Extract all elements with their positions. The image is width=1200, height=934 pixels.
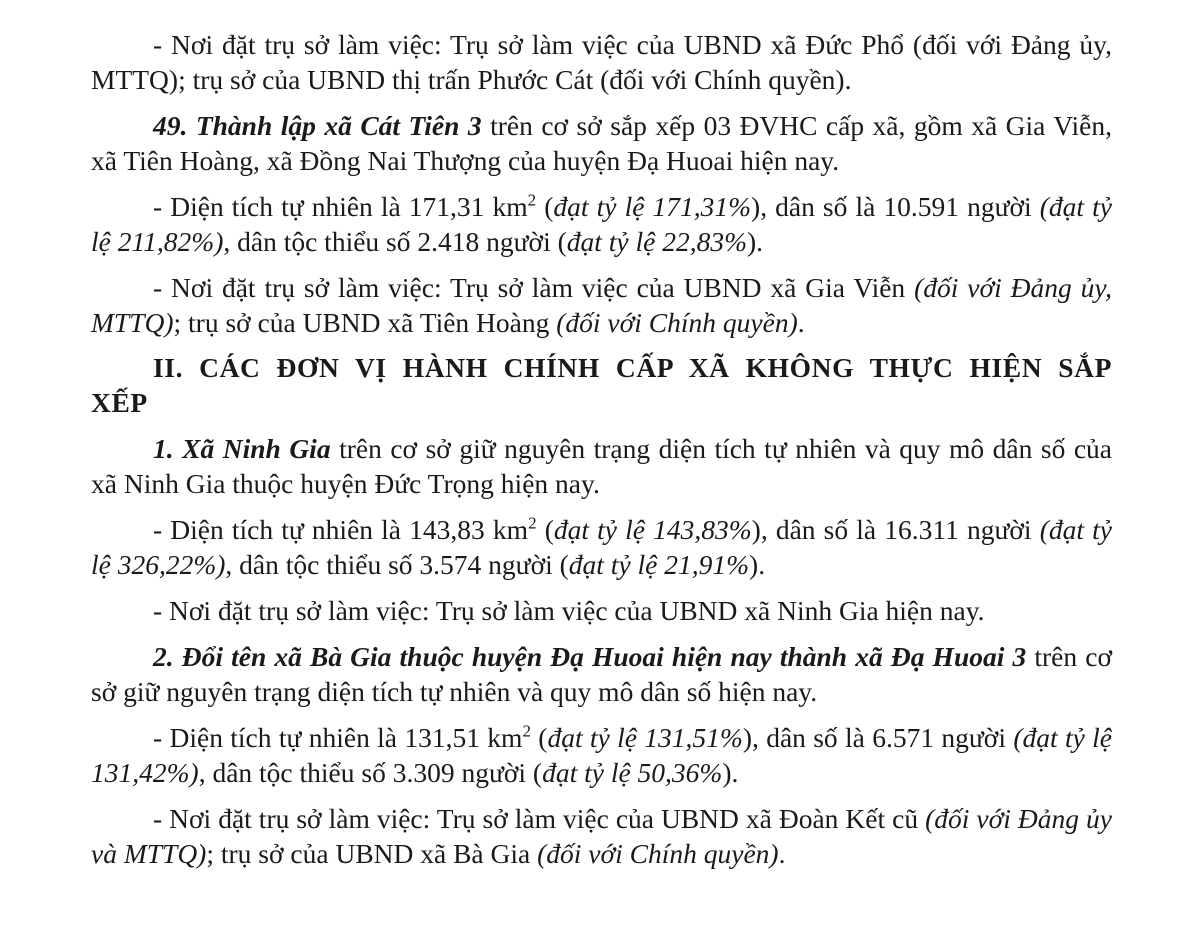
text-run: , dân tộc thiểu số 3.574 người (	[225, 549, 569, 580]
text-run: ), dân số là 16.311 người	[751, 514, 1040, 545]
italic-note: (đối với Chính quyền)	[537, 838, 779, 869]
text-run: ), dân số là 10.591 người	[751, 191, 1040, 222]
italic-ratio: đạt tỷ lệ 22,83%	[566, 226, 747, 257]
office-location-cat-tien-3	[91, 270, 1112, 340]
superscript: 2	[527, 190, 537, 210]
text-run: .	[778, 838, 786, 869]
italic-ratio: (đạt tỷ lệ 131,42%)	[91, 722, 1112, 788]
italic-ratio: đạt tỷ lệ 171,31%	[553, 191, 752, 222]
item-1-ninh-gia	[91, 431, 1112, 501]
text-run: ).	[722, 757, 739, 788]
italic-ratio: đạt tỷ lệ 131,51%	[547, 722, 743, 753]
office-location-duc-pho	[91, 27, 1112, 97]
text-run: - Diện tích tự nhiên là 171,31 km	[153, 191, 528, 222]
text-run: ).	[749, 549, 766, 580]
text-run: - Diện tích tự nhiên là 143,83 km	[153, 514, 529, 545]
text-run: - Diện tích tự nhiên là 131,51 km	[153, 722, 523, 753]
item-body: trên cơ sở giữ nguyên trạng diện tích tự nhiên và quy mô dân số hiện nay.	[91, 641, 1112, 707]
italic-ratio: (đạt tỷ lệ 326,22%)	[91, 514, 1112, 580]
item-heading: 49. Thành lập xã Cát Tiên 3	[153, 110, 482, 141]
text-run: - Nơi đặt trụ sở làm việc: Trụ sở làm việc của UBND xã Đoàn Kết cũ	[153, 803, 926, 834]
text-run: , dân tộc thiểu số 2.418 người (	[223, 226, 567, 257]
text-run: (	[530, 722, 548, 753]
text-run: , dân tộc thiểu số 3.309 người (	[198, 757, 543, 788]
superscript: 2	[522, 721, 531, 741]
item-body: trên cơ sở sắp xếp 03 ĐVHC cấp xã, gồm xã Gia Viễn, xã Tiên Hoàng, xã Đồng Nai Thượng của huyện Đạ Huoai hiện nay.	[91, 110, 1112, 176]
area-population-da-huoai-3	[91, 720, 1112, 790]
italic-note: (đối với Chính quyền)	[556, 307, 798, 338]
italic-note: (đối với Đảng ủy, MTTQ)	[91, 272, 1112, 338]
superscript: 2	[528, 513, 537, 533]
italic-ratio: đạt tỷ lệ 50,36%	[542, 757, 723, 788]
text-run: - Nơi đặt trụ sở làm việc: Trụ sở làm việc của UBND xã Gia Viễn	[153, 272, 915, 303]
item-2-ba-gia-rename	[91, 639, 1112, 709]
section-heading-ii	[91, 350, 1112, 420]
text-run: .	[797, 307, 805, 338]
italic-ratio: (đạt tỷ lệ 211,82%)	[91, 191, 1112, 257]
text-run: ).	[747, 226, 764, 257]
italic-note: (đối với Đảng ủy và MTTQ)	[91, 803, 1113, 869]
item-heading: 1. Xã Ninh Gia	[153, 433, 331, 464]
section-heading-text: II. CÁC ĐƠN VỊ HÀNH CHÍNH CẤP XÃ KHÔNG THỰC HIỆN SẮP XẾP	[91, 352, 1112, 418]
area-population-cat-tien-3	[91, 189, 1112, 259]
office-location-ninh-gia	[91, 593, 1112, 628]
text-run: ; trụ sở của UBND xã Tiên Hoàng	[173, 307, 557, 338]
text-run: ; trụ sở của UBND xã Bà Gia	[206, 838, 538, 869]
italic-ratio: đạt tỷ lệ 21,91%	[568, 549, 750, 580]
item-body: trên cơ sở giữ nguyên trạng diện tích tự nhiên và quy mô dân số của xã Ninh Gia thuộc huyện Đức Trọng hiện nay.	[91, 433, 1113, 499]
italic-ratio: đạt tỷ lệ 143,83%	[553, 514, 752, 545]
text-run: (	[536, 514, 554, 545]
text-run: ), dân số là 6.571 người	[742, 722, 1014, 753]
text-run: (	[536, 191, 554, 222]
item-49-cat-tien-3	[91, 108, 1112, 178]
office-location-da-huoai-3	[91, 801, 1112, 871]
paragraph-text: - Nơi đặt trụ sở làm việc: Trụ sở làm việc của UBND xã Ninh Gia hiện nay.	[153, 595, 985, 626]
item-heading: 2. Đổi tên xã Bà Gia thuộc huyện Đạ Huoai hiện nay thành xã Đạ Huoai 3	[153, 641, 1027, 672]
area-population-ninh-gia	[91, 512, 1112, 582]
paragraph-text: - Nơi đặt trụ sở làm việc: Trụ sở làm việc của UBND xã Đức Phổ (đối với Đảng ủy, MTTQ); trụ sở của UBND thị trấn Phước Cát (đối với Chính quyền).	[91, 29, 1112, 95]
